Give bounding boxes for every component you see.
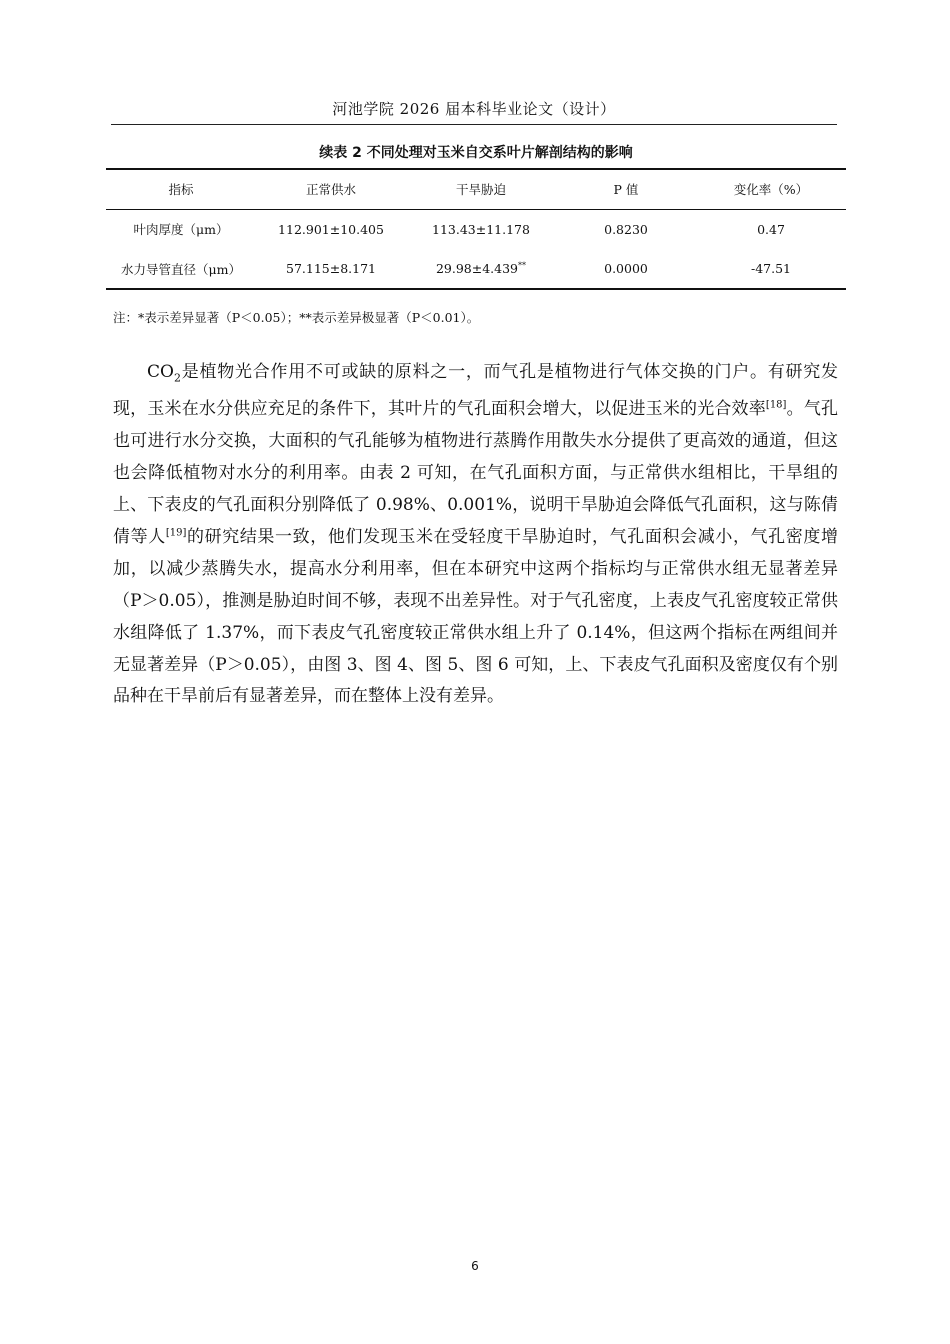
cell-drought-value: 29.98±4.439 [435, 261, 519, 276]
cell-p-value: 0.0000 [556, 249, 696, 289]
co2-text: CO [147, 362, 174, 382]
header-rule [111, 124, 837, 125]
table-row [106, 209, 846, 249]
cell-p-value: 0.8230 [604, 221, 648, 237]
co2-subscript: 2 [173, 371, 181, 385]
cell-normal: 112.901±10.405 [278, 221, 384, 237]
column-header-normal: 正常供水 [256, 169, 406, 209]
body-paragraph [113, 357, 838, 713]
column-header-change-rate: 变化率（%） [696, 169, 846, 209]
paragraph-segment: 是植物光合作用不可或缺的原料之一，而气孔是植物进行气体交换的门户。有研究发现，玉米在水分供应充足的条件下，其叶片的气孔面积会增大，以促进玉米的光合效率 [113, 362, 838, 420]
cell-indicator: 叶肉厚度（μm） [133, 222, 229, 238]
significance-marker: ** [518, 260, 527, 270]
cell-indicator: 水力导管直径（μm） [106, 249, 256, 289]
table-row [106, 249, 846, 289]
citation-ref: [18] [765, 399, 787, 411]
table-caption: 续表 2 不同处理对玉米自交系叶片解剖结构的影响 [319, 145, 633, 161]
paragraph-segment: 。气孔也可进行水分交换，大面积的气孔能够为植物进行蒸腾作用散失水分提供了更高效的通道，但这也会降低植物对水分的利用率。由表 2 可知，在气孔面积方面，与正常供水组相比，干旱组的上、下表皮的气孔面积分别降低了 0.98%、0.001%，说明干旱胁迫会降低气孔面积，这与陈倩倩等人 [113, 399, 838, 547]
anatomy-table [106, 168, 846, 290]
column-header-drought: 干旱胁迫 [406, 169, 556, 209]
running-header: 河池学院 2026 届本科毕业论文（设计） [332, 100, 616, 118]
cell-change-rate: -47.51 [696, 249, 846, 289]
paragraph-segment: 的研究结果一致，他们发现玉米在受轻度干旱胁迫时，气孔面积会减小，气孔密度增加，以减少蒸腾失水，提高水分利用率，但在本研究中这两个指标均与正常供水组无显著差异（P＞0.05），推测是胁迫时间不够，表现不出差异性。对于气孔密度，上表皮气孔密度较正常供水组降低了 1.37%，而下表皮气孔密度较正常供水组上升了 0.14%，但这两个指标在两组间并无显著差异（P＞0.05），由图 3、图 4、图 5、图 6 可知，上、下表皮气孔面积及密度仅有个别品种在干旱前后有显著差异，而在整体上没有差异。 [113, 526, 839, 707]
table-note: 注：*表示差异显著（P＜0.05）；**表示差异极显著（P＜0.01）。 [113, 310, 480, 325]
cell-drought [406, 209, 556, 249]
citation-ref: [19] [165, 527, 187, 539]
cell-change-rate: 0.47 [757, 221, 785, 237]
cell-drought-value: 113.43±11.178 [432, 221, 530, 237]
cell-drought [406, 249, 556, 289]
page-number: 6 [471, 1259, 479, 1273]
column-header-indicator: 指标 [106, 169, 256, 209]
cell-normal: 57.115±8.171 [256, 249, 406, 289]
column-header-p-value: P 值 [556, 169, 696, 209]
table-header-row [106, 169, 846, 209]
